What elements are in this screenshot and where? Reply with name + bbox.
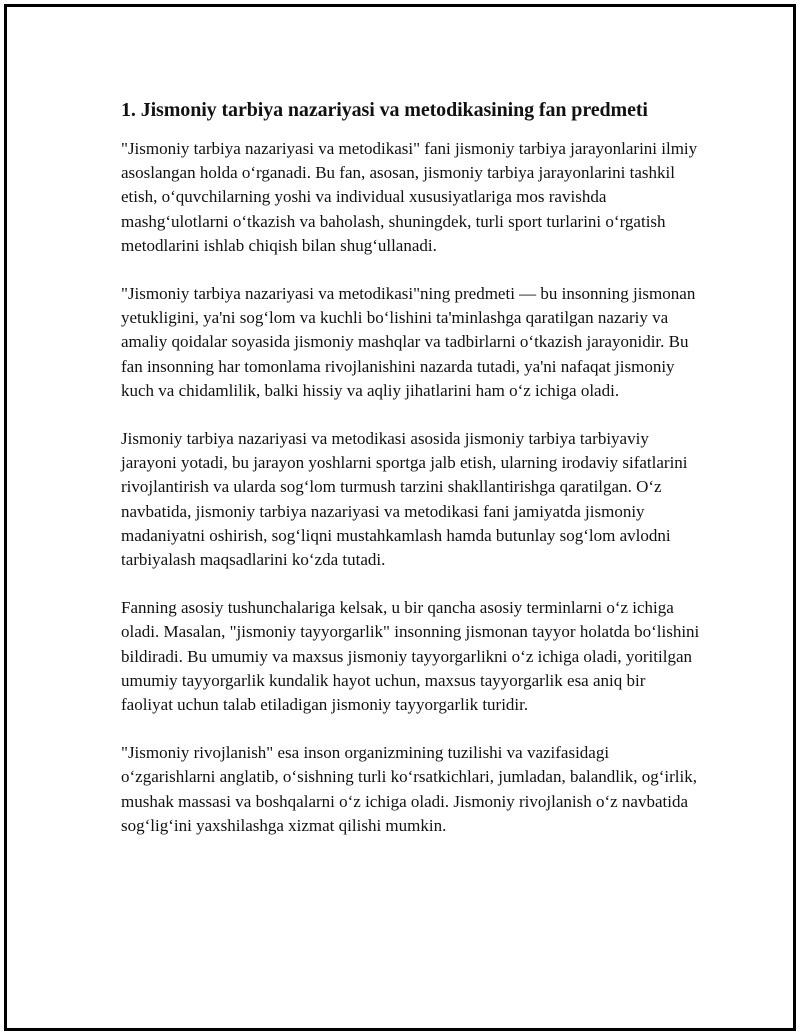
- document-body: [121, 95, 701, 862]
- paragraph-4: Fanning asosiy tushunchalariga kelsak, u bir qancha asosiy terminlarni oʻz ichiga oladi. Masalan, "jismoniy tayyorgarlik" insonning jismonan tayyor holatda boʻlishini bildiradi. Bu umumiy va maxsus jismoniy tayyorgarlikni oʻz ichiga oladi, yoritilgan umumiy tayyorgarlik kundalik hayot uchun, maxsus tayyorgarlik esa aniq bir faoliyat uchun talab etiladigan jismoniy tayyorgarlik turidir.: [121, 598, 700, 715]
- paragraph-5: "Jismoniy rivojlanish" esa inson organizmining tuzilishi va vazifasidagi oʻzgarishlarni anglatib, oʻsishning turli koʻrsatkichlari, jumladan, balandlik, ogʻirlik, mushak massasi va boshqalarni oʻz ichiga oladi. Jismoniy rivojlanish oʻz navbatida sogʻligʻini yaxshilashga xizmat qilishi mumkin.: [121, 743, 697, 835]
- section-title: 1. Jismoniy tarbiya nazariyasi va metodikasining fan predmeti: [121, 99, 648, 121]
- page-frame: [4, 4, 796, 1031]
- paragraph-2: "Jismoniy tarbiya nazariyasi va metodikasi"ning predmeti — bu insonning jismonan yetukligini, ya'ni sogʻlom va kuchli boʻlishini ta'minlashga qaratilgan nazariy va amaliy qoidalar soyasida jismoniy mashqlar va tadbirlarni oʻtkazish jarayonidir. Bu fan insonning har tomonlama rivojlanishini nazarda tutadi, ya'ni nafaqat jismoniy kuch va chidamlilik, balki hissiy va aqliy jihatlarini ham oʻz ichiga oladi.: [121, 284, 696, 400]
- paragraph-3: Jismoniy tarbiya nazariyasi va metodikasi asosida jismoniy tarbiya tarbiyaviy jarayoni yotadi, bu jarayon yoshlarni sportga jalb etish, ularning irodaviy sifatlarini rivojlantirish va ularda sogʻlom turmush tarzini shakllantirishga qaratilgan. Oʻz navbatida, jismoniy tarbiya nazariyasi va metodikasi fani jamiyatda jismoniy madaniyatni oshirish, sogʻliqni mustahkamlash hamda butunlay sogʻlom avlodni tarbiyalash maqsadlarini koʻzda tutadi.: [121, 429, 688, 570]
- paragraph-1: "Jismoniy tarbiya nazariyasi va metodikasi" fani jismoniy tarbiya jarayonlarini ilmiy asoslangan holda oʻrganadi. Bu fan, asosan, jismoniy tarbiya jarayonlarini tashkil etish, oʻquvchilarning yoshi va individual xususiyatlariga mos ravishda mashgʻulotlarni oʻtkazish va baholash, shuningdek, turli sport turlarini oʻrgatish metodlarini ishlab chiqish bilan shugʻullanadi.: [121, 139, 698, 255]
